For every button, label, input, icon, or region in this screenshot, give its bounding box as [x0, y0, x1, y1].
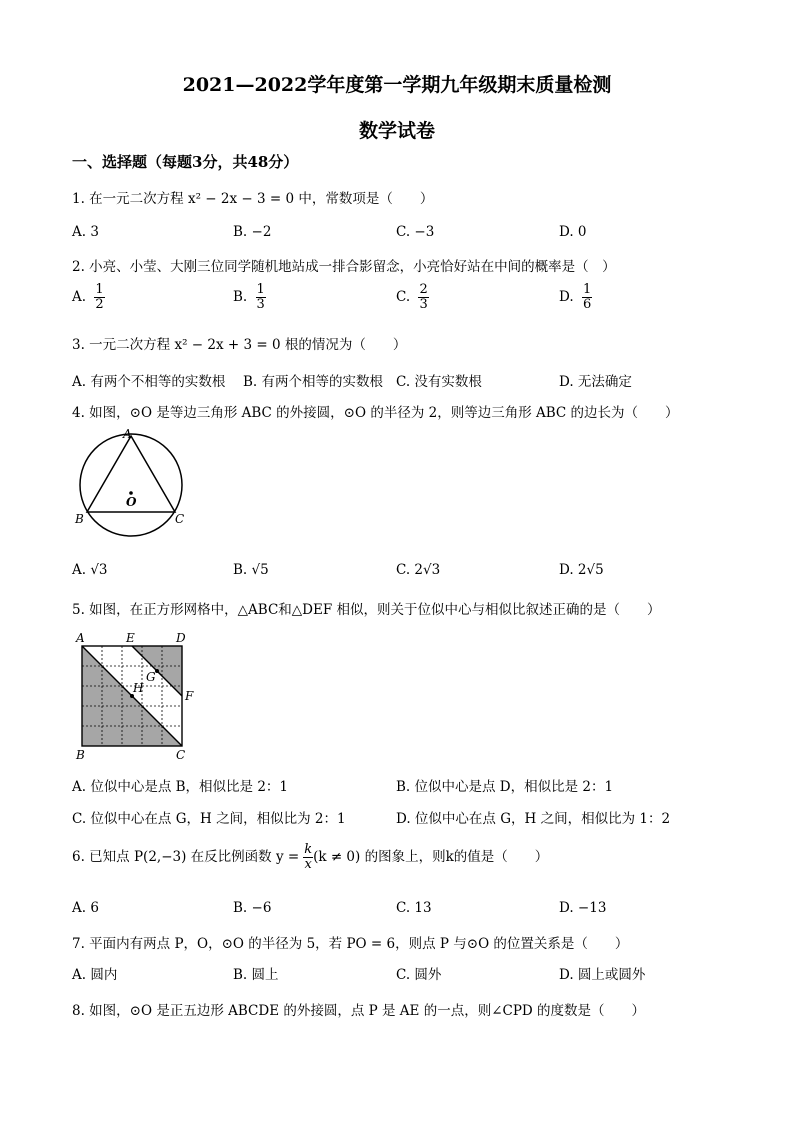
section-heading: 一、选择题（每题3分，共48分） [72, 153, 299, 171]
q2-option-c-letter: C. [396, 289, 411, 305]
q7-option-d: D. 圆上或圆外 [559, 967, 646, 983]
q4-option-b: B. √5 [233, 562, 269, 578]
q1-option-a: A. 3 [72, 224, 99, 240]
q3-option-b: B. 有两个相等的实数根 [243, 374, 384, 390]
question-6-stem [72, 843, 548, 872]
q6-stem-post: (k ≠ 0) 的图象上，则k的值是（ ） [313, 849, 549, 865]
q5-option-d: D. 位似中心在点 G，H 之间，相似比为 1：2 [396, 811, 671, 827]
q2-option-b-letter: B. [233, 289, 248, 305]
grid-similar-triangles-figure [72, 628, 202, 763]
question-7-stem: 7. 平面内有两点 P，O，⊙O 的半径为 5，若 PO = 6，则点 P 与⊙O 的位置关系是（ ） [72, 936, 629, 952]
q6-stem-pre: 6. 已知点 P(2,−3) 在反比例函数 y = [72, 849, 300, 865]
label-d: D [176, 631, 186, 645]
q6-option-b: B. −6 [233, 900, 272, 916]
q5-option-a: A. 位似中心是点 B，相似比是 2：1 [72, 779, 289, 795]
exam-title: 2021—2022学年度第一学期九年级期末质量检测 [182, 74, 612, 96]
q2-option-c-fraction: $\frac{2}{3}$ [419, 282, 428, 312]
point-g [155, 669, 159, 673]
q4-option-c: C. 2√3 [396, 562, 441, 578]
question-2-stem: 2. 小亮、小莹、大刚三位同学随机地站成一排合影留念，小亮恰好站在中间的概率是（ ） [72, 259, 616, 275]
label-b: B [76, 748, 85, 762]
q2-option-d [559, 283, 592, 312]
question-5-stem: 5. 如图，在正方形网格中，△ABC和△DEF 相似，则关于位似中心与相似比叙述正确的是（ ） [72, 602, 661, 618]
label-e: E [126, 631, 135, 645]
label-a: A [123, 428, 132, 441]
q2-option-c [396, 283, 429, 312]
q1-option-b: B. −2 [233, 224, 272, 240]
q1-option-c: C. −3 [396, 224, 435, 240]
question-1-stem: 1. 在一元二次方程 x² − 2x − 3 = 0 中，常数项是（ ） [72, 191, 434, 207]
question-4-stem: 4. 如图，⊙O 是等边三角形 ABC 的外接圆，⊙O 的半径为 2，则等边三角形 ABC 的边长为（ ） [72, 405, 679, 421]
q3-option-a: A. 有两个不相等的实数根 [72, 374, 226, 390]
label-a: A [76, 631, 85, 645]
label-b: B [75, 512, 84, 526]
q7-option-b: B. 圆上 [233, 967, 279, 983]
q6-option-c: C. 13 [396, 900, 432, 916]
circumcircle [80, 434, 185, 536]
q7-option-c: C. 圆外 [396, 967, 442, 983]
label-g: G [146, 670, 156, 684]
q2-option-b-fraction: $\frac{1}{3}$ [256, 282, 265, 312]
label-h: H [133, 681, 144, 695]
q2-option-a-letter: A. [72, 289, 87, 305]
exam-subtitle: 数学试卷 [358, 120, 435, 142]
q2-option-d-fraction: $\frac{1}{6}$ [582, 282, 592, 312]
q2-option-d-letter: D. [559, 289, 574, 305]
label-c: C [176, 748, 186, 762]
q3-option-d: D. 无法确定 [559, 374, 632, 390]
label-f: F [185, 689, 194, 703]
label-c: C [175, 512, 185, 526]
q5-option-b: B. 位似中心是点 D，相似比是 2：1 [396, 779, 614, 795]
q7-option-a: A. 圆内 [72, 967, 118, 983]
label-o: O [126, 495, 137, 509]
q2-option-a [72, 283, 105, 312]
q2-option-a-fraction: $\frac{1}{2}$ [95, 282, 104, 312]
q3-option-c: C. 没有实数根 [396, 374, 482, 390]
question-8-stem: 8. 如图，⊙O 是正五边形 ABCDE 的外接圆，点 P 是 AE 的一点，则∠CPD 的度数是（ ） [72, 1003, 646, 1019]
q4-option-a: A. √3 [72, 562, 108, 578]
q6-option-a: A. 6 [72, 900, 99, 916]
q2-option-b [233, 283, 266, 312]
q1-option-d: D. 0 [559, 224, 587, 240]
q5-option-c: C. 位似中心在点 G，H 之间，相似比为 2：1 [72, 811, 346, 827]
question-3-stem: 3. 一元二次方程 x² − 2x + 3 = 0 根的情况为（ ） [72, 337, 407, 353]
q6-stem-fraction: $\frac{k}{x}$ [304, 842, 313, 872]
q6-option-d: D. −13 [559, 900, 607, 916]
circle-triangle-figure [72, 428, 197, 540]
q4-option-d: D. 2√5 [559, 562, 604, 578]
